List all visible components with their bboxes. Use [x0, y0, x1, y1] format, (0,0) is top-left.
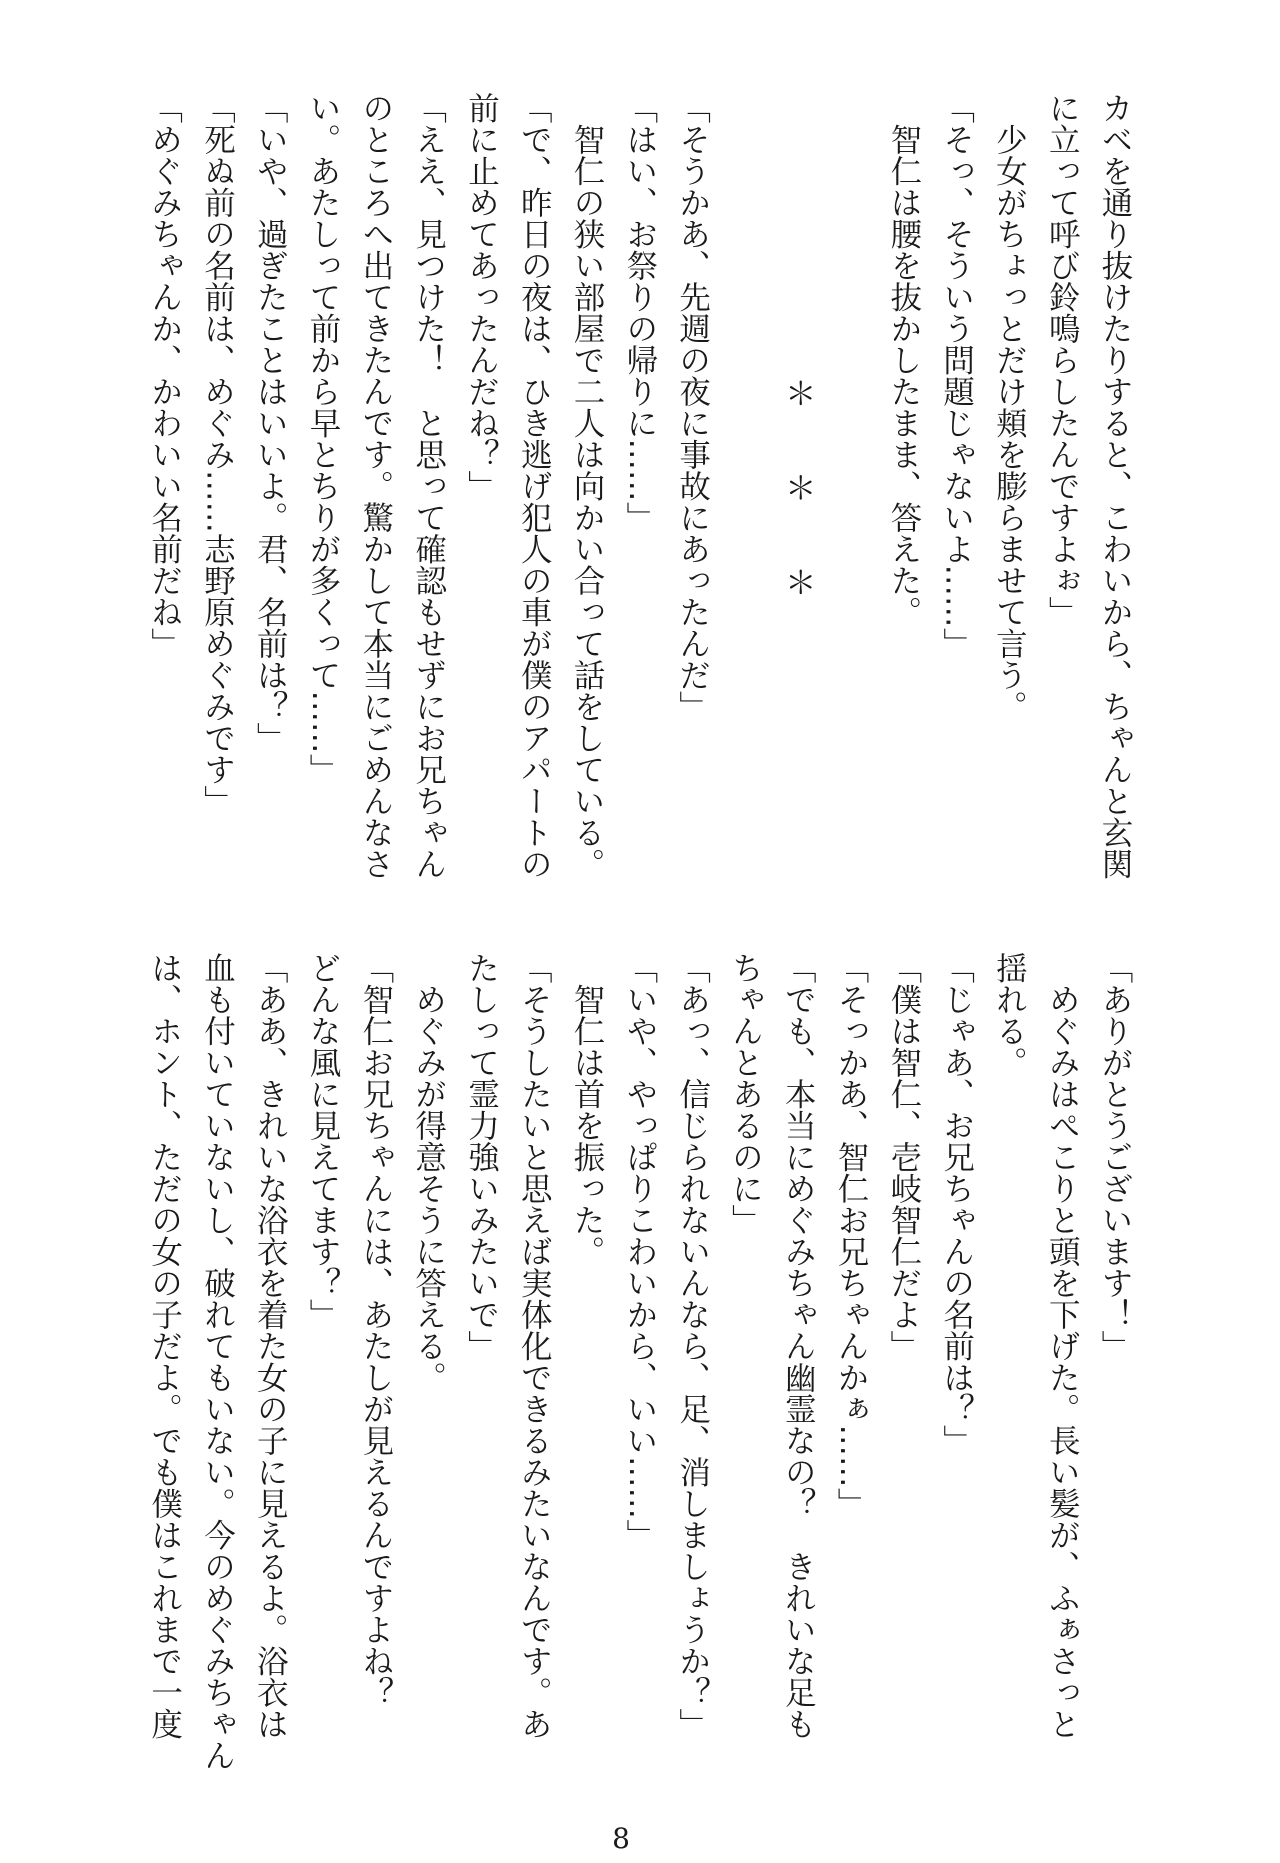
text-line: 「死ぬ前の名前は、めぐみ……志野原めぐみです」 — [199, 92, 236, 817]
text-line: 「はい、お祭りの帰りに……」 — [621, 92, 658, 533]
text-line: のところへ出てきたんです。驚かして本当にごめんなさ — [357, 92, 394, 880]
text-line: 「じゃあ、お兄ちゃんの名前は？」 — [938, 952, 975, 1456]
text-line: 「そっかあ、智仁お兄ちゃんかぁ……」 — [833, 952, 870, 1519]
text-line: めぐみはぺこりと頭を下げた。長い髪が、ふぁさっと — [1044, 952, 1081, 1740]
text-line: どんな風に見えてます？」 — [305, 952, 342, 1330]
scene-break: ＊＊＊ — [780, 377, 817, 661]
text-line: 「で、昨日の夜は、ひき逃げ犯人の車が僕のアパートの — [516, 92, 553, 880]
text-line: 智仁は首を振った。 — [569, 952, 606, 1267]
text-line: カベを通り抜けたりすると、こわいから、ちゃんと玄関 — [1097, 92, 1133, 880]
text-line: 「いや、やっぱりこわいから、いい……」 — [621, 952, 658, 1551]
text-line: ちゃんとあるのに」 — [727, 952, 764, 1236]
text-line: 「あっ、信じられないんなら、足、消しましょうか？」 — [674, 952, 711, 1740]
text-line: い。あたしって前から早とちりが多くって……」 — [305, 92, 342, 785]
text-line: 少女がちょっとだけ頬を膨らませて言う。 — [991, 92, 1028, 722]
text-line: めぐみが得意そうに答える。 — [410, 952, 447, 1393]
text-line: 「ああ、きれいな浴衣を着た女の子に見えるよ。浴衣は — [252, 952, 289, 1740]
blank-line — [719, 92, 772, 892]
text-line: 前に止めてあったんだね？」 — [463, 92, 500, 502]
text-line: たしって霊力強いみたいで」 — [463, 952, 500, 1362]
blank-line — [824, 92, 877, 892]
text-line: 「いや、過ぎたことはいいよ。君、名前は？」 — [252, 92, 289, 754]
text-line: に立って呼び鈴鳴らしたんですよぉ」 — [1044, 92, 1081, 628]
text-line: 「そうしたいと思えば実体化できるみたいなんです。あ — [516, 952, 553, 1740]
text-line: 血も付いていないし、破れてもいない。今のめぐみちゃん — [199, 952, 236, 1771]
text-line: は、ホント、ただの女の子だよ。でも僕はこれまで一度 — [146, 952, 183, 1740]
text-block-upper — [137, 92, 1141, 892]
text-line: 「ありがとうございます！」 — [1097, 952, 1133, 1362]
text-line: 智仁は腰を抜かしたまま、答えた。 — [885, 92, 922, 628]
text-line: 「智仁お兄ちゃんには、あたしが見えるんですよね？ — [357, 952, 394, 1708]
text-line: 「めぐみちゃんか、かわいい名前だね」 — [146, 92, 183, 659]
text-line: 智仁の狭い部屋で二人は向かい合って話をしている。 — [569, 92, 606, 880]
text-line: 「僕は智仁、壱岐智仁だよ」 — [885, 952, 922, 1362]
text-line: 「そうかあ、先週の夜に事故にあったんだ」 — [674, 92, 711, 722]
text-line: 「でも、本当にめぐみちゃん幽霊なの？ きれいな足も — [780, 952, 817, 1740]
page-number: 8 — [612, 1822, 630, 1855]
text-block-lower — [137, 952, 1141, 1771]
text-line: 「そっ、そういう問題じゃないよ……」 — [938, 92, 975, 659]
text-line: 「ええ、見つけた！ と思って確認もせずにお兄ちゃん — [410, 92, 447, 880]
text-line: 揺れる。 — [991, 952, 1028, 1078]
